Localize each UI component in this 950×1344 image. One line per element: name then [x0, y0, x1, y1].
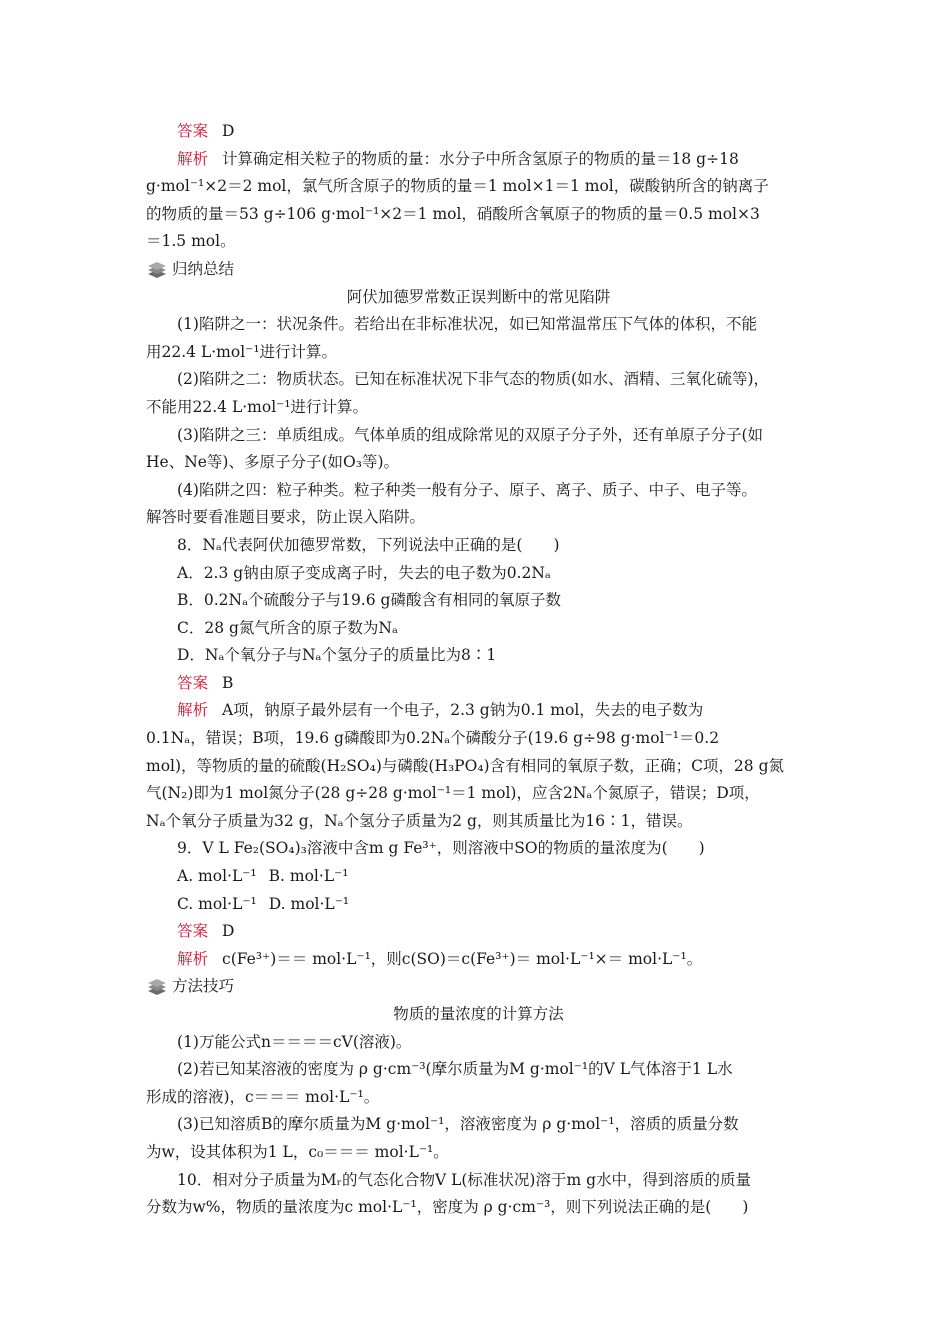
method-line: (2)若已知某溶液的密度为 ρ g·cm⁻³(摩尔质量为M g·mol⁻¹的V L气体溶于1 L水 [177, 1060, 733, 1079]
q8-analysis-line [146, 697, 811, 725]
q7-analysis-line: g·mol⁻¹×2＝2 mol，氯气所含原子的物质的量＝1 mol×1＝1 mol，碳酸钠所含的钠离子 [146, 177, 769, 196]
q9-analysis-line [146, 946, 811, 974]
book-stack-icon [146, 261, 168, 279]
method-tag [115, 973, 811, 1001]
summary-line: 解答时要看准题目要求，防止误入陷阱。 [146, 508, 426, 527]
answer-label: 答案 [177, 922, 209, 941]
summary-line: (3)陷阱之三：单质组成。气体单质的组成除常见的双原子分子外，还有单原子分子(如 [177, 425, 764, 444]
q8-option-c: C．28 g氮气所含的原子数为Nₐ [177, 618, 398, 637]
q8-option-b: B．0.2Nₐ个硫酸分子与19.6 g磷酸含有相同的氧原子数 [177, 591, 561, 610]
q8-option-d: D．Nₐ个氧分子与Nₐ个氢分子的质量比为8∶1 [177, 646, 497, 665]
q8-analysis-line: 0.1Nₐ，错误；B项，19.6 g磷酸即为0.2Nₐ个磷酸分子(19.6 g÷98 g·mol⁻¹＝0.2 [146, 729, 720, 748]
analysis-text: c(Fe³⁺)＝＝ mol·L⁻¹，则c(SO)＝c(Fe³⁺)＝ mol·L⁻¹×＝ mol·L⁻¹。 [222, 949, 703, 968]
analysis-label: 解析 [177, 949, 209, 968]
answer-label: 答案 [177, 673, 209, 692]
summary-line: (1)陷阱之一：状况条件。若给出在非标准状况，如已知常温常压下气体的体积，不能 [177, 315, 757, 334]
summary-line: 不能用22.4 L·mol⁻¹进行计算。 [146, 397, 369, 416]
q9-options-row [146, 891, 811, 919]
q9-options-row [146, 863, 811, 891]
summary-line: (4)陷阱之四：粒子种类。粒子种类一般有分子、原子、离子、质子、中子、电子等。 [177, 480, 757, 499]
analysis-text: 计算确定相关粒子的物质的量：水分子中所含氢原子的物质的量＝18 g÷18 [222, 149, 739, 168]
q7-analysis-line [146, 146, 811, 174]
q8-stem: 8．Nₐ代表阿伏加德罗常数，下列说法中正确的是( ) [177, 535, 560, 554]
analysis-label: 解析 [177, 149, 209, 168]
answer-value: B [222, 673, 234, 692]
method-tag-label: 方法技巧 [172, 977, 235, 996]
q9-option-d: D. mol·L⁻¹ [268, 894, 350, 913]
q7-analysis-line: 的物质的量＝53 g÷106 g·mol⁻¹×2＝1 mol，硝酸所含氧原子的物质的量＝0.5 mol×3 [146, 204, 760, 223]
q8-option-a: A．2.3 g钠由原子变成离子时，失去的电子数为0.2Nₐ [177, 563, 551, 582]
method-line: 形成的溶液)，c＝＝＝ mol·L⁻¹。 [146, 1087, 380, 1106]
method-line: (1)万能公式n＝＝＝＝cV(溶液)。 [177, 1032, 412, 1051]
q7-analysis-line: ＝1.5 mol。 [146, 232, 236, 251]
method-line: (3)已知溶质B的摩尔质量为M g·mol⁻¹，溶液密度为 ρ g·mol⁻¹，溶质的质量分数 [177, 1115, 739, 1134]
q8-analysis-line: Nₐ个氧分子质量为32 g，Nₐ个氢分子质量为2 g，则其质量比为16∶1，错误。 [146, 811, 693, 830]
q9-option-b: B. mol·L⁻¹ [268, 867, 349, 886]
q9-option-c: C. mol·L⁻¹ [177, 894, 257, 913]
q7-answer-line [146, 118, 811, 146]
summary-title: 阿伏加德罗常数正误判断中的常见陷阱 [346, 287, 611, 306]
answer-value: D [222, 922, 235, 941]
document-page [146, 118, 811, 1222]
answer-label: 答案 [177, 122, 209, 140]
method-title: 物质的量浓度的计算方法 [393, 1005, 564, 1023]
method-line: 为w，设其体积为1 L，c₀＝＝＝ mol·L⁻¹。 [146, 1142, 449, 1161]
summary-tag [115, 256, 811, 284]
q9-stem: 9．V L Fe₂(SO₄)₃溶液中含m g Fe³⁺，则溶液中SO的物质的量浓度为( ) [177, 839, 705, 858]
analysis-label: 解析 [177, 701, 209, 720]
q10-stem: 分数为w%，物质的量浓度为c mol·L⁻¹，密度为 ρ g·cm⁻³，则下列说法正确的是( ) [146, 1198, 749, 1217]
q8-answer-line [146, 670, 811, 698]
summary-line: He、Ne等)、多原子分子(如O₃等)。 [146, 453, 399, 472]
q8-analysis-line: 气(N₂)即为1 mol氮分子(28 g÷28 g·mol⁻¹＝1 mol)，应含2Nₐ个氮原子，错误；D项， [146, 784, 760, 803]
summary-line: (2)陷阱之二：物质状态。已知在标准状况下非气态的物质(如水、酒精、三氧化硫等)， [177, 370, 770, 389]
answer-value: D [222, 122, 235, 140]
book-stack-icon [146, 978, 168, 996]
q9-option-a: A. mol·L⁻¹ [177, 867, 257, 886]
summary-line: 用22.4 L·mol⁻¹进行计算。 [146, 342, 338, 361]
summary-tag-label: 归纳总结 [172, 259, 235, 278]
analysis-text: A项，钠原子最外层有一个电子，2.3 g钠为0.1 mol，失去的电子数为 [222, 701, 704, 720]
q8-analysis-line: mol)，等物质的量的硫酸(H₂SO₄)与磷酸(H₃PO₄)含有相同的氧原子数，正确；C项，28 g氮 [146, 756, 785, 775]
q10-stem: 10．相对分子质量为Mᵣ的气态化合物V L(标准状况)溶于m g水中，得到溶质的质量 [177, 1170, 752, 1189]
q9-answer-line [146, 918, 811, 946]
